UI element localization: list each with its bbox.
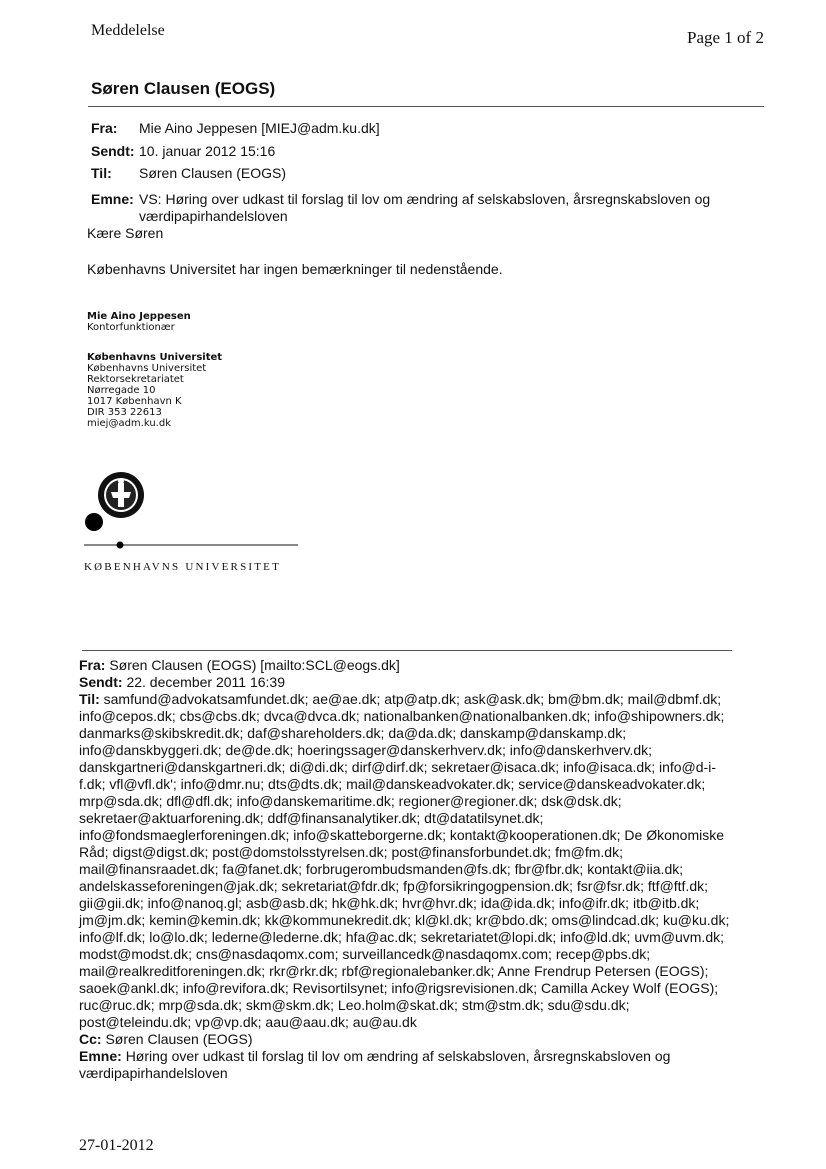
signature-name: Mie Aino Jeppesen xyxy=(87,311,191,322)
signature-person xyxy=(87,311,191,333)
recipient-line: andelskasseforeningen@jak.dk; sekretariat@fdr.dk; fp@forsikringogpension.dk; fsr@fsr.dk; ftf@ftf.dk; xyxy=(79,878,709,894)
from-label: Fra: xyxy=(91,120,118,136)
recipient-line: info@danskbyggeri.dk; de@de.dk; hoeringssager@danskerhverv.dk; info@danskerhverv.dk; xyxy=(79,742,653,758)
recipient-line: jm@jm.dk; kemin@kemin.dk; kk@kommunekredit.dk; kl@kl.dk; kr@bdo.dk; oms@lindcad.dk; ku@ku.dk; xyxy=(79,912,730,928)
from-value: Mie Aino Jeppesen [MIEJ@adm.ku.dk] xyxy=(139,120,380,136)
subject-value: VS: Høring over udkast til forslag til lov om ændring af selskabsloven, årsregnskabsloven og værdipapirhandelsloven xyxy=(139,191,711,224)
mailbox-owner: Søren Clausen (EOGS) xyxy=(91,79,276,98)
orig-cc xyxy=(79,1031,739,1048)
orig-subject xyxy=(79,1048,739,1065)
orig-sent-label: Sendt: xyxy=(79,674,123,690)
orig-to-label: Til: xyxy=(79,691,100,707)
university-logo-mark-icon xyxy=(82,512,302,552)
recipient-line: info@cepos.dk; cbs@cbs.dk; dvca@dvca.dk; nationalbanken@nationalbanken.dk; info@shipowners.dk; xyxy=(79,708,725,724)
recipient-line: danmarks@skibskredit.dk; daf@shareholders.dk; da@da.dk; danskamp@danskamp.dk; xyxy=(79,725,627,741)
recipient-line: mail@realkreditforeningen.dk; rkr@rkr.dk; rbf@regionalebanker.dk; Anne Frendrup Petersen (EOGS); xyxy=(79,963,709,979)
signature-line: 1017 København K xyxy=(87,396,182,407)
subject-label: Emne: xyxy=(91,191,134,207)
page-number: Page 1 of 2 xyxy=(687,28,764,47)
recipient-line: samfund@advokatsamfundet.dk; ae@ae.dk; atp@atp.dk; ask@ask.dk; bm@bm.dk; mail@dbmf.dk; xyxy=(103,691,722,707)
signature-line: miej@adm.ku.dk xyxy=(87,418,171,429)
to-label: Til: xyxy=(91,165,112,181)
orig-subject-label: Emne: xyxy=(79,1048,122,1064)
orig-subject-value: Høring over udkast til forslag til lov om ændring af selskabsloven, årsregnskabsloven og xyxy=(125,1048,671,1064)
recipient-line: gii@gii.dk; info@nanoq.gl; asb@asb.dk; hk@hk.dk; hvr@hvr.dk; ida@ida.dk; info@ifr.dk; itb@itb.dk; xyxy=(79,895,700,911)
orig-from-label: Fra: xyxy=(79,657,106,673)
divider xyxy=(88,106,764,107)
orig-to xyxy=(79,691,739,708)
recipient-line: sekretaer@aktuarforening.dk; ddf@finansanalytiker.dk; dt@datatilsynet.dk; xyxy=(79,810,544,826)
recipient-line: f.dk; vfl@vfl.dk'; info@dmr.nu; dts@dts.dk; mail@danskeadvokater.dk; service@danskeadvokater.dk; xyxy=(79,776,706,792)
recipient-line: modst@modst.dk; cns@nasdaqomx.com; surveillancedk@nasdaqomx.com; recep@pbs.dk; xyxy=(79,946,651,962)
orig-cc-value: Søren Clausen (EOGS) xyxy=(105,1031,253,1047)
recipient-line: mrp@sda.dk; dfl@dfl.dk; info@danskemaritime.dk; regioner@regioner.dk; dsk@dsk.dk; xyxy=(79,793,622,809)
recipient-line: mail@finansraadet.dk; fa@fanet.dk; forbrugerombudsmanden@fs.dk; fbr@fbr.dk; kontakt@iia.dk; xyxy=(79,861,684,877)
message-body: Københavns Universitet har ingen bemærkninger til nedenstående. xyxy=(87,261,503,277)
orig-cc-label: Cc: xyxy=(79,1031,102,1047)
recipient-line: info@lf.dk; lo@lo.dk; lederne@lederne.dk; hfa@ac.dk; sekretariatet@lopi.dk; info@ld.dk; uvm@uvm.dk; xyxy=(79,929,724,945)
recipient-line: ruc@ruc.dk; mrp@sda.dk; skm@skm.dk; Leo.holm@skat.dk; stm@stm.dk; sdu@sdu.dk; xyxy=(79,997,630,1013)
original-message xyxy=(79,657,739,1082)
divider xyxy=(82,650,732,651)
signature-line: DIR 353 22613 xyxy=(87,407,162,418)
recipient-line: saoek@ankl.dk; info@revifora.dk; Revisortilsynet; info@rigsrevisionen.dk; Camilla Ackey Wolf (EOGS); xyxy=(79,980,719,996)
signature-line: Københavns Universitet xyxy=(87,363,207,374)
orig-subject-continued: værdipapirhandelsloven xyxy=(79,1065,228,1081)
signature-title: Kontorfunktionær xyxy=(87,322,175,333)
print-date: 27-01-2012 xyxy=(79,1137,154,1154)
signature-org xyxy=(87,352,222,429)
orig-from xyxy=(79,657,739,674)
recipient-line: Råd; digst@digst.dk; post@domstolsstyrelsen.dk; post@finansforbundet.dk; fm@fm.dk; xyxy=(79,844,623,860)
signature-line: Nørregade 10 xyxy=(87,385,156,396)
to-value: Søren Clausen (EOGS) xyxy=(139,165,287,181)
greeting: Kære Søren xyxy=(87,225,164,241)
sent-value: 10. januar 2012 15:16 xyxy=(139,143,276,159)
orig-sent-value: 22. december 2011 16:39 xyxy=(126,674,285,690)
orig-from-value: Søren Clausen (EOGS) [mailto:SCL@eogs.dk] xyxy=(109,657,400,673)
document-title: Meddelelse xyxy=(91,22,165,39)
recipient-line: post@teleindu.dk; vp@vp.dk; aau@aau.dk; au@au.dk xyxy=(79,1014,417,1030)
signature-line: Rektorsekretariatet xyxy=(87,374,184,385)
recipient-line: info@fondsmaeglerforeningen.dk; info@skatteborgerne.dk; kontakt@kooperationen.dk; De Økonomiske xyxy=(79,827,724,843)
recipient-line: danskgartneri@danskgartneri.dk; di@di.dk; dirf@dirf.dk; sekretaer@isaca.dk; info@isaca.dk; info@d-i- xyxy=(79,759,716,775)
university-logo-text: KØBENHAVNS UNIVERSITET xyxy=(84,561,282,573)
signature-org-name: Københavns Universitet xyxy=(87,352,223,363)
orig-sent xyxy=(79,674,739,691)
sent-label: Sendt: xyxy=(91,143,135,159)
